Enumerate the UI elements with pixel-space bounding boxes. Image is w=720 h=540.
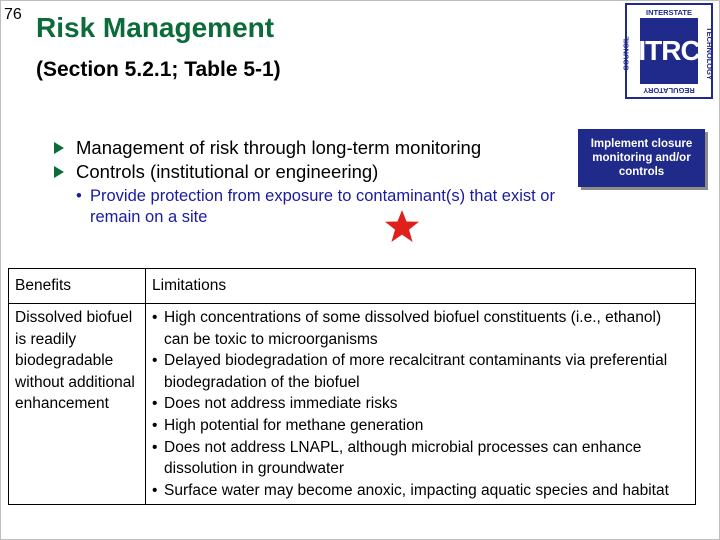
limitations-list bbox=[152, 307, 689, 501]
list-item: • High concentrations of some dissolved biofuel constituents (i.e., ethanol) can be toxic to microorganisms bbox=[152, 307, 689, 350]
limitations-cell bbox=[146, 304, 696, 505]
bullet-item bbox=[52, 160, 572, 184]
sub-bullet bbox=[76, 186, 570, 228]
bullet-list bbox=[52, 136, 572, 184]
bullet-item bbox=[52, 136, 572, 160]
slide-number: 76 bbox=[4, 6, 22, 23]
header-limitations: Limitations bbox=[146, 269, 696, 304]
logo-left-text: COUNCIL bbox=[621, 36, 631, 71]
logo-bottom-text: REGULATORY bbox=[643, 86, 695, 95]
star-icon bbox=[384, 209, 420, 243]
list-item: • Does not address LNAPL, although microbial processes can enhance dissolution in groundwater bbox=[152, 437, 689, 480]
page-subtitle: (Section 5.2.1; Table 5-1) bbox=[36, 58, 281, 81]
table-header-row bbox=[9, 269, 696, 304]
logo-mark: ITRC bbox=[640, 18, 698, 84]
list-item: • Does not address immediate risks bbox=[152, 393, 689, 415]
logo-top-text: INTERSTATE bbox=[646, 8, 692, 17]
arrow-bullet-icon bbox=[54, 142, 64, 154]
dot-bullet-icon: • bbox=[76, 187, 82, 205]
list-item: • High potential for methane generation bbox=[152, 415, 689, 437]
callout-box: Implement closure monitoring and/or controls bbox=[578, 129, 705, 187]
benefits-limitations-table bbox=[8, 268, 696, 505]
page-title: Risk Management bbox=[36, 12, 275, 43]
bullet-text: Controls (institutional or engineering) bbox=[76, 161, 379, 182]
table-row bbox=[9, 304, 696, 505]
itrc-logo bbox=[621, 3, 714, 99]
list-item: • Delayed biodegradation of more recalcitrant contaminants via preferential biodegradation of the biofuel bbox=[152, 350, 689, 393]
header-benefits: Benefits bbox=[9, 269, 146, 304]
sub-bullet-text: Provide protection from exposure to contaminant(s) that exist or remain on a site bbox=[90, 187, 555, 226]
logo-right-text: TECHNOLOGY bbox=[704, 27, 714, 80]
list-item: • Surface water may become anoxic, impacting aquatic species and habitat bbox=[152, 480, 689, 502]
arrow-bullet-icon bbox=[54, 166, 64, 178]
bullet-text: Management of risk through long-term monitoring bbox=[76, 137, 482, 158]
benefit-cell: Dissolved biofuel is readily biodegradable without additional enhancement bbox=[9, 304, 146, 505]
